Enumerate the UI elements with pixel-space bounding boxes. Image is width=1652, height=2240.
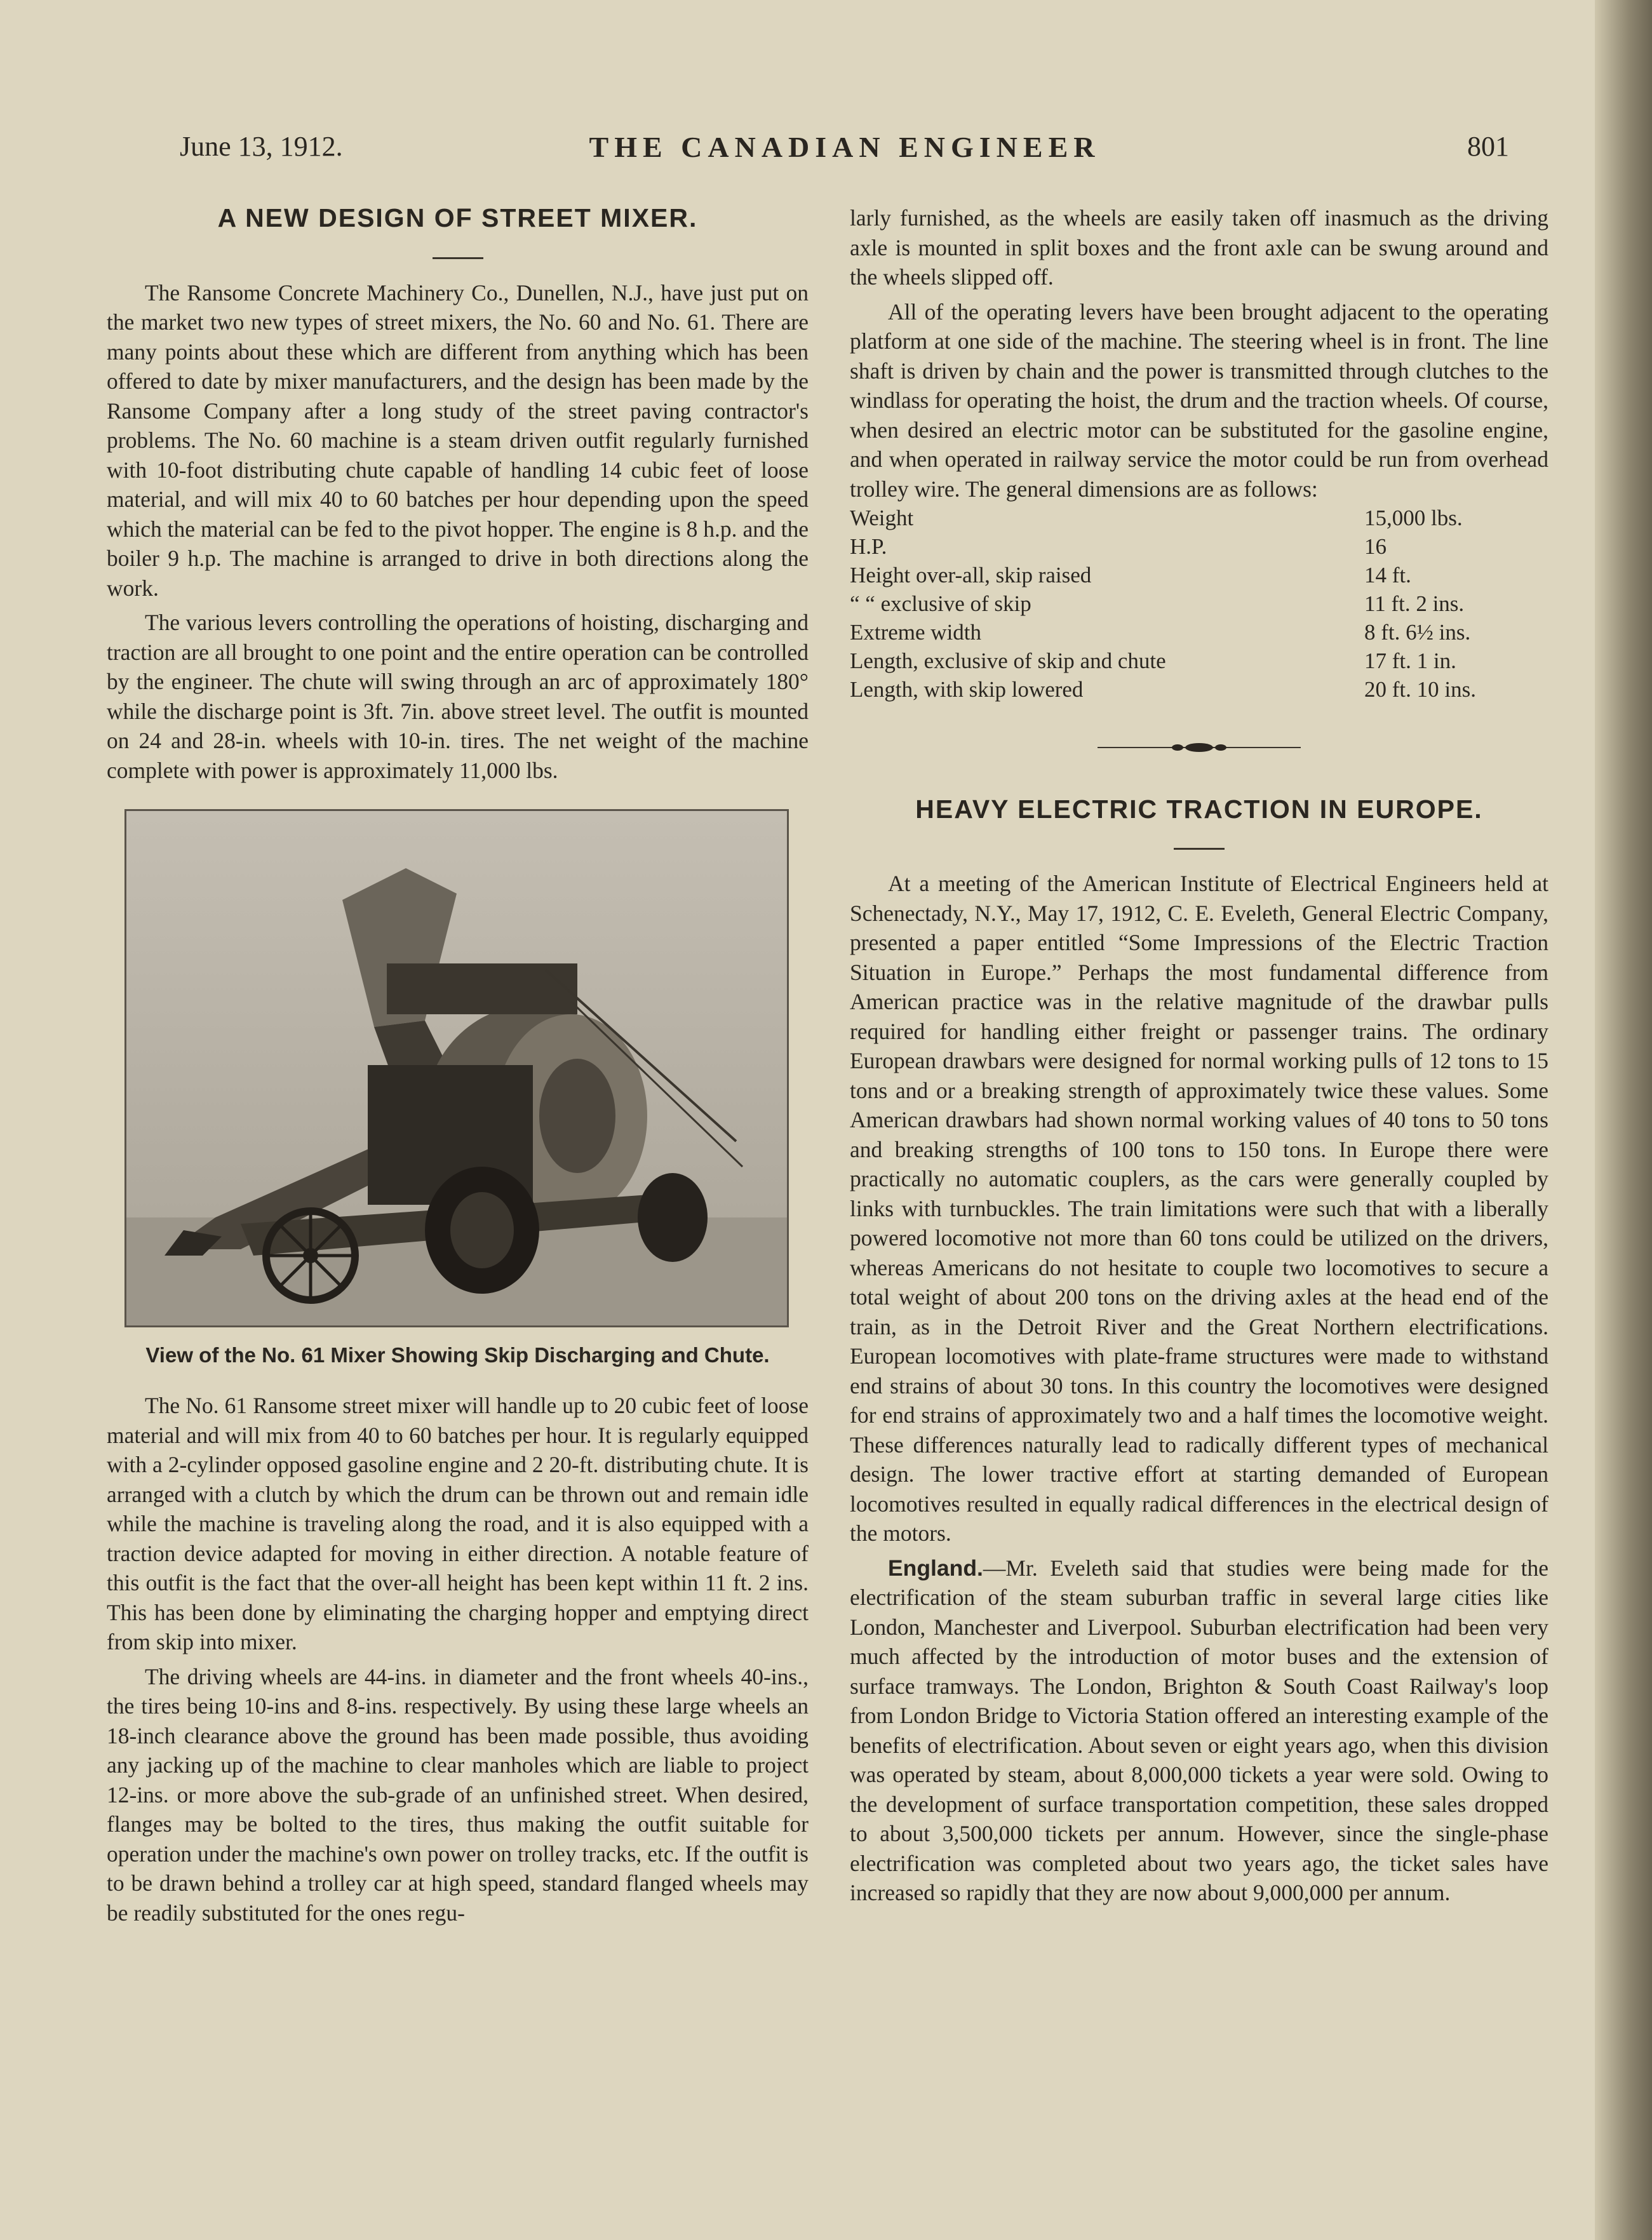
section-divider — [850, 732, 1548, 761]
paragraph: The various levers controlling the operations of hoisting, discharging and traction are all brought to one point and the entire operation can be controlled by the engineer. The chute will swing through an arc of approximately 180° while the discharge point is 3ft. 7in. above street level. The outfit is mounted on 24 and 28-in. wheels with 10-in. tires. The net weight of the machine complete with power is approximately 11,000 lbs. — [107, 610, 809, 783]
dimension-value: 11 ft. 2 ins. — [1364, 591, 1465, 616]
dimension-value: 8 ft. 6½ ins. — [1364, 620, 1471, 645]
dimension-label: Extreme width — [850, 620, 982, 645]
article-title-electric-traction: HEAVY ELECTRIC TRACTION IN EUROPE. — [915, 794, 1483, 824]
paragraph-text: —Mr. Eveleth said that studies were being made for the electrification of the steam suburban traffic in several large cities like London, Manchester and Liverpool. Suburban electrification had been very much affected by the introduction of motor buses and the extension of surface tramways. The London, Brighton & South Coast Railway's loop from London Bridge to Victoria Station offered an interesting example of the benefits of electrification. About seven or eight years ago, when this division was operated by steam, about 8,000,000 tickets a year were sold. Owing to the development of surface transportation competition, these sales dropped to about 3,500,000 tickets per annum. However, since the single-phase electrification was completed about two years ago, the ticket sales have increased so rapidly that they are now about 9,000,000 per annum. — [850, 1555, 1548, 1905]
title-rule — [1174, 848, 1225, 850]
issue-date: June 13, 1912. — [180, 131, 343, 162]
dimension-row — [850, 675, 1548, 704]
left-column — [107, 203, 809, 1928]
paragraph-continued: larly furnished, as the wheels are easily taken off inasmuch as the driving axle is mounted in split boxes and the front axle can be swung around and the wheels slipped off. — [850, 205, 1548, 290]
paragraph: All of the operating levers have been brought adjacent to the operating platform at one side of the machine. The steering wheel is in front. The line shaft is driven by chain and the power is transmitted through clutches to the windlass for operating the hoist, the drum and the traction wheels. Of course, when desired an electric motor can be substituted for the gasoline engine, and when operated in railway service the motor could be run from overhead trolley wire. The general dimensions are as follows: — [850, 298, 1548, 502]
paragraph: The Ransome Concrete Machinery Co., Dunellen, N.J., have just put on the market two new types of street mixers, the No. 60 and No. 61. There are many points about these which are different from anything which has been offered to date by mixer manufacturers, and the design has been made by the Ransome Company after a long study of the street paving contractor's problems. The No. 60 machine is a steam driven outfit regularly furnished with 10-foot distributing chute capable of handling 14 cubic feet of loose material, and will mix 40 to 60 batches per hour depending upon the speed which the material can be fed to the pivot hopper. The engine is 8 h.p. and the boiler 9 h.p. The machine is arranged to drive in both directions along the work. — [107, 279, 809, 601]
dimensions-table — [850, 504, 1548, 704]
dimension-value: 20 ft. 10 ins. — [1364, 677, 1476, 702]
dimension-label: Height over-all, skip raised — [850, 563, 1092, 587]
paragraph-england — [850, 1553, 1548, 1908]
run-in-heading: England. — [888, 1555, 983, 1581]
dimension-row — [850, 647, 1548, 675]
paragraph: The No. 61 Ransome street mixer will handle up to 20 cubic feet of loose material and will mix from 40 to 60 batches per hour. It is regularly equipped with a 2-cylinder opposed gasoline engine and 2 20-ft. distributing chute. It is arranged with a clutch by which the drum can be thrown out and remain idle while the machine is traveling along the road, and it is also equipped with a traction device adapted for moving in either direction. A notable feature of this outfit is the fact that the over-all height has been kept within 11 ft. 2 ins. This has been done by eliminating the charging hopper and emptying direct from skip into mixer. — [107, 1393, 809, 1654]
mixer-photo — [124, 809, 789, 1327]
right-column — [850, 203, 1548, 1908]
dimension-row — [850, 532, 1548, 561]
dimension-label: Length, with skip lowered — [850, 677, 1084, 702]
page-number: 801 — [1467, 131, 1509, 162]
dimension-row — [850, 589, 1548, 618]
journal-title: THE CANADIAN ENGINEER — [589, 131, 1101, 163]
dimension-value: 14 ft. — [1364, 563, 1411, 587]
title-rule — [433, 257, 483, 259]
figure-caption: View of the No. 61 Mixer Showing Skip Discharging and Chute. — [145, 1343, 770, 1367]
dimension-label: Weight — [850, 506, 914, 530]
dimension-label: H.P. — [850, 534, 887, 559]
paragraph: The driving wheels are 44-ins. in diameter and the front wheels 40-ins., the tires being 10-ins and 8-ins. respectively. By using these large wheels an 18-inch clearance above the ground has been made possible, thus avoiding any jacking up of the machine to clear manholes which are liable to project 12-ins. or more above the sub-grade of an unfinished street. When desired, flanges may be bolted to the tires, thus making the outfit suitable for operation under the machine's own power on trolley tracks, etc. If the outfit is to be drawn behind a trolley car at high speed, standard flanged wheels may be readily substituted for the ones regu- — [107, 1663, 809, 1926]
book-gutter-shadow — [1595, 0, 1652, 2240]
dimension-value: 16 — [1364, 534, 1387, 559]
dimension-value: 15,000 lbs. — [1364, 506, 1463, 530]
paragraph: At a meeting of the American Institute of Electrical Engineers held at Schenectady, N.Y., May 17, 1912, C. E. Eveleth, General Electric Company, presented a paper entitled “Some Impressions of the Electric Traction Situation in Europe.” Perhaps the most fundamental difference from American practice was in the relative magnitude of the drawbar pulls required for handling either freight or passenger trains. The ordinary European drawbars were designed for normal working pulls of 12 tons to 15 tons and or a breaking strength of approximately twice these values. Some American drawbars had shown normal working values of 40 tons to 50 tons and breaking strengths of 100 tons to 150 tons. In Europe there were practically no automatic couplers, as the cars were generally coupled by links with turnbuckles. The train limitations were such that with a liberally powered locomotive not more than 60 tons could be utilized on the drivers, whereas Americans do not hesitate to couple two locomotives to secure a total weight of about 200 tons on the driving axles at the head end of the train, as in the Detroit River and the Great Northern electrifications. European locomotives with plate-frame structures were made to withstand end strains of about 30 tons. In this country the locomotives were designed for end strains of approximately two and a half times the locomotive weight. These differences naturally lead to radically different types of mechanical design. The lower tractive effort at starting demanded of European locomotives resulted in equally radical differences in the electrical design of the motors. — [850, 871, 1548, 1546]
dimension-label: Length, exclusive of skip and chute — [850, 648, 1166, 673]
mixer-illustration — [126, 811, 787, 1325]
dimension-row — [850, 618, 1548, 647]
dimension-row — [850, 504, 1548, 532]
dimension-label: “ “ exclusive of skip — [850, 591, 1031, 616]
article-title-street-mixer: A NEW DESIGN OF STREET MIXER. — [217, 203, 698, 232]
ornament-icon — [1098, 741, 1301, 754]
dimension-value: 17 ft. 1 in. — [1364, 648, 1456, 673]
dimension-row — [850, 561, 1548, 589]
